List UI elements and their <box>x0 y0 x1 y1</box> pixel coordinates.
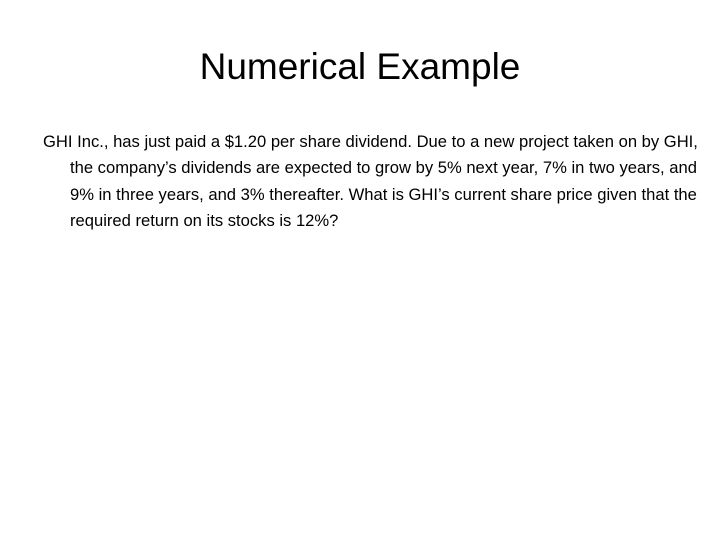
slide-body-text: GHI Inc., has just paid a $1.20 per share dividend. Due to a new project taken on by GHI, the company’s dividends are expected to grow by 5% next year, 7% in two years, and 9% in three years, and 3% thereafter. What is GHI’s current share price given that the required return on its stocks is 12%? <box>43 132 698 231</box>
slide-title: Numerical Example <box>199 46 521 87</box>
